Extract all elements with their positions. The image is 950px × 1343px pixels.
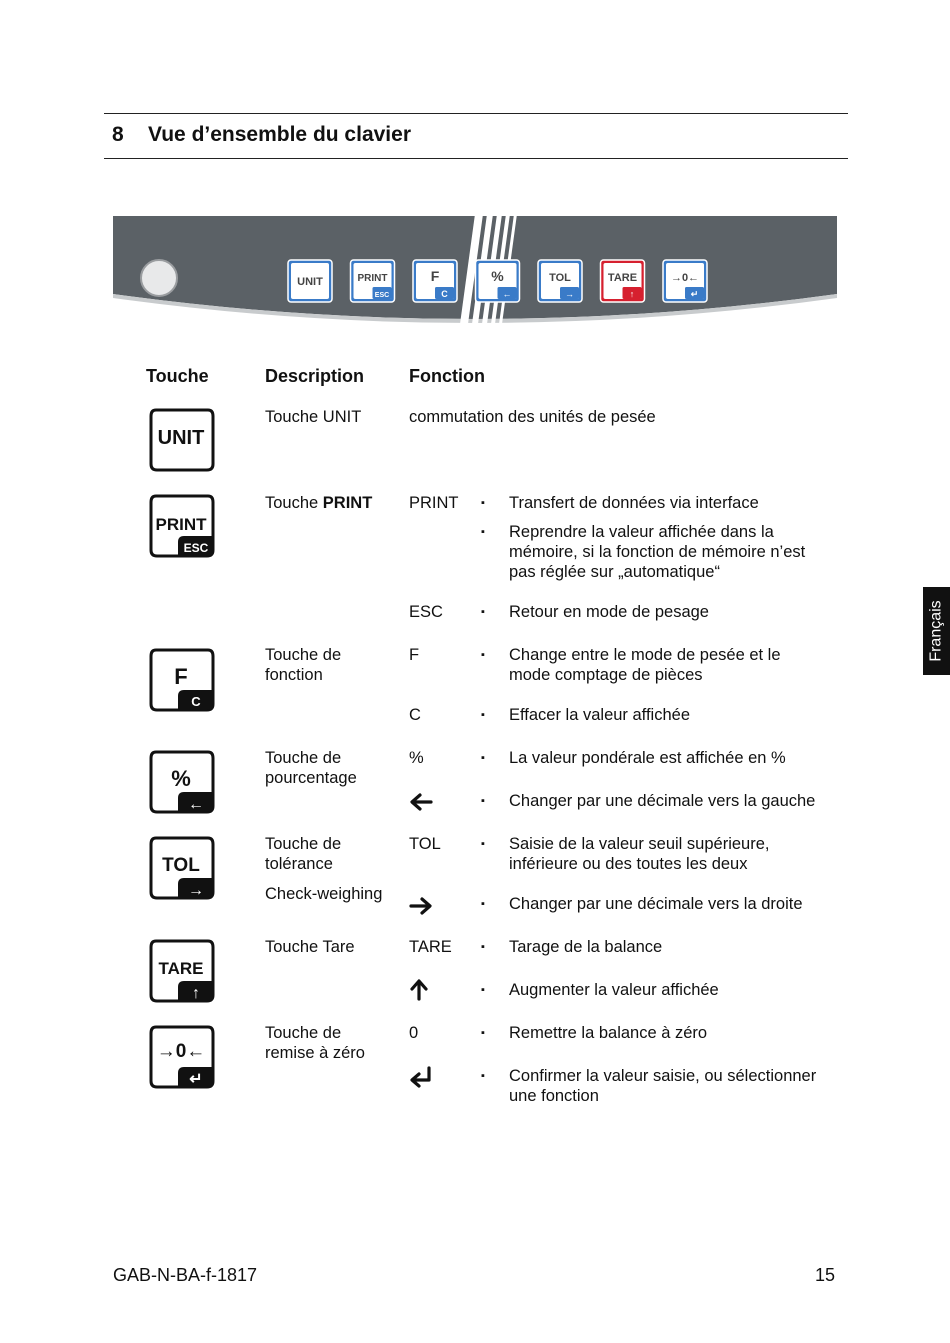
tol-row-bullet-2: Changer par une décimale vers la droite — [509, 895, 803, 913]
percent-row-bullet-2: Changer par une décimale vers la gauche — [509, 792, 816, 810]
top-rule — [104, 113, 848, 114]
percent-row-bullet-1: La valeur pondérale est affichée en % — [509, 749, 786, 767]
tol-row-bullet-1-line-1: Saisie de la valeur seuil supérieure, — [509, 835, 770, 853]
tare-row-description: Touche Tare — [265, 938, 355, 956]
bullet: ▪ — [481, 606, 485, 618]
percent-row-description-line-2: pourcentage — [265, 769, 357, 787]
bullet: ▪ — [481, 752, 485, 764]
zero-row-function-zero: 0 — [409, 1024, 419, 1042]
zero-key-sub-label: ↵ — [189, 1071, 203, 1088]
panel-key-top-label: TOL — [549, 272, 571, 284]
print-row-function-esc: ESC — [409, 603, 443, 621]
section-number: 8 — [112, 123, 124, 146]
print-row-bullet-2-line-2: mémoire, si la fonction de mémoire n’est — [509, 543, 806, 561]
tare-row-bullet-2: Augmenter la valeur affichée — [509, 981, 719, 999]
section-heading — [112, 123, 411, 147]
panel-key-f — [413, 260, 457, 302]
zero-row-description-line-2: remise à zéro — [265, 1044, 365, 1062]
unit-key-top-label: UNIT — [157, 427, 205, 449]
column-header-function: Fonction — [409, 366, 485, 386]
unit-row-function: commutation des unités de pesée — [409, 408, 656, 426]
tare-key-icon — [148, 937, 216, 1005]
tol-row-description-line-2: tolérance — [265, 855, 333, 873]
tol-row-function-tol: TOL — [409, 835, 441, 853]
function-key-sub-label: C — [191, 694, 201, 709]
bullet: ▪ — [481, 941, 485, 953]
unit-key-icon — [148, 406, 216, 474]
tare-key-sub-label: ↑ — [192, 985, 200, 1002]
zero-row-bullet-2-line-1: Confirmer la valeur saisie, ou sélectionner — [509, 1067, 817, 1085]
print-row-bullet-3: Retour en mode de pesage — [509, 603, 709, 621]
zero-key-icon — [148, 1023, 216, 1091]
tol-row-description-line-3: Check-weighing — [265, 885, 383, 903]
keyboard-panel-illustration — [113, 214, 837, 346]
bullet: ▪ — [481, 1027, 485, 1039]
panel-key-top-label: TARE — [607, 272, 638, 284]
f-row-function-f: F — [409, 646, 420, 664]
arrow-up-icon — [408, 979, 434, 1001]
print-key-sub-label: ESC — [183, 541, 209, 555]
f-row-description-line-1: Touche de — [265, 646, 342, 664]
f-row-bullet-1-line-1: Change entre le mode de pesée et le — [509, 646, 781, 664]
print-row-description-bold: PRINT — [322, 494, 373, 512]
print-row-bullet-2-line-3: pas réglée sur „automatique“ — [509, 563, 720, 581]
unit-row-description: Touche UNIT — [265, 408, 362, 426]
panel-key-sub-label: ← — [502, 289, 512, 299]
bullet: ▪ — [481, 838, 485, 850]
bullet: ▪ — [481, 649, 485, 661]
print-row-function-print: PRINT — [409, 494, 459, 512]
tol-key-sub-label: → — [188, 882, 204, 899]
f-row-bullet-2: Effacer la valeur affichée — [509, 706, 691, 724]
print-key-top-label: PRINT — [155, 515, 207, 534]
function-key-top-label: F — [174, 664, 188, 689]
tol-row-description-line-1: Touche de — [265, 835, 342, 853]
f-row-bullet-1-line-2: mode comptage de pièces — [509, 666, 703, 684]
panel-key-tol — [538, 260, 582, 302]
arrow-right-icon — [408, 895, 434, 917]
zero-row-bullet-1: Remettre la balance à zéro — [509, 1024, 708, 1042]
f-row-function-c: C — [409, 706, 421, 724]
bullet: ▪ — [481, 1070, 485, 1082]
panel-key-zero — [663, 260, 707, 302]
bullet: ▪ — [481, 709, 485, 721]
panel-key-sub-label: ESC — [374, 292, 390, 299]
tol-row-bullet-1-line-2: inférieure ou des toutes les deux — [509, 855, 748, 873]
footer-page-number: 15 — [815, 1265, 836, 1285]
bullet: ▪ — [481, 526, 485, 538]
tol-key-top-label: TOL — [162, 855, 200, 876]
language-side-tab — [923, 587, 950, 675]
print-row-description — [265, 493, 372, 513]
percent-row-description-line-1: Touche de — [265, 749, 342, 767]
column-header-description: Description — [265, 366, 365, 386]
bullet: ▪ — [481, 898, 485, 910]
heading-rule — [104, 158, 848, 159]
panel-key-sub-label: C — [441, 289, 448, 299]
bullet: ▪ — [481, 795, 485, 807]
panel-key-unit — [288, 260, 332, 302]
panel-key-tare — [601, 260, 645, 302]
panel-key-top-label: % — [491, 268, 504, 284]
panel-key-top-label: F — [430, 268, 440, 284]
print-row-bullet-1: Transfert de données via interface — [509, 494, 759, 512]
function-key-icon — [148, 646, 216, 714]
language-side-tab-label: Français — [927, 600, 945, 662]
footer-document-id: GAB-N-BA-f-1817 — [113, 1265, 258, 1285]
panel-key-sub-label: ↵ — [690, 289, 699, 299]
bullet: ▪ — [481, 497, 485, 509]
bullet: ▪ — [481, 984, 485, 996]
percent-row-function-percent: % — [409, 749, 424, 767]
print-row-description-prefix: Touche — [265, 494, 323, 512]
zero-row-description-line-1: Touche de — [265, 1024, 342, 1042]
zero-key-top-label: →0← — [156, 1041, 206, 1062]
percent-key-sub-label: ← — [188, 796, 204, 813]
panel-key-top-label: PRINT — [357, 273, 388, 284]
panel-key-top-label: →0← — [670, 272, 700, 284]
panel-key-top-label: UNIT — [297, 276, 323, 288]
enter-arrow-icon — [408, 1066, 434, 1088]
print-row-bullet-2-line-1: Reprendre la valeur affichée dans la — [509, 523, 774, 541]
tare-key-top-label: TARE — [158, 959, 204, 978]
column-header-key: Touche — [146, 366, 209, 386]
panel-key-sub-label: → — [565, 289, 574, 299]
percent-key-top-label: % — [171, 766, 191, 791]
tare-row-function-tare: TARE — [409, 938, 452, 956]
panel-key-print — [351, 260, 395, 302]
arrow-left-icon — [408, 791, 434, 813]
tare-row-bullet-1: Tarage de la balance — [509, 938, 663, 956]
zero-row-bullet-2-line-2: une fonction — [509, 1087, 599, 1105]
print-key-icon — [148, 492, 216, 560]
f-row-description-line-2: fonction — [265, 666, 323, 684]
section-title: Vue d’ensemble du clavier — [148, 123, 411, 146]
percent-key-icon — [148, 748, 216, 816]
panel-key-sub-label: ↑ — [629, 289, 635, 299]
tol-key-icon — [148, 834, 216, 902]
panel-key-percent — [476, 260, 520, 302]
display-window-icon — [141, 260, 177, 296]
